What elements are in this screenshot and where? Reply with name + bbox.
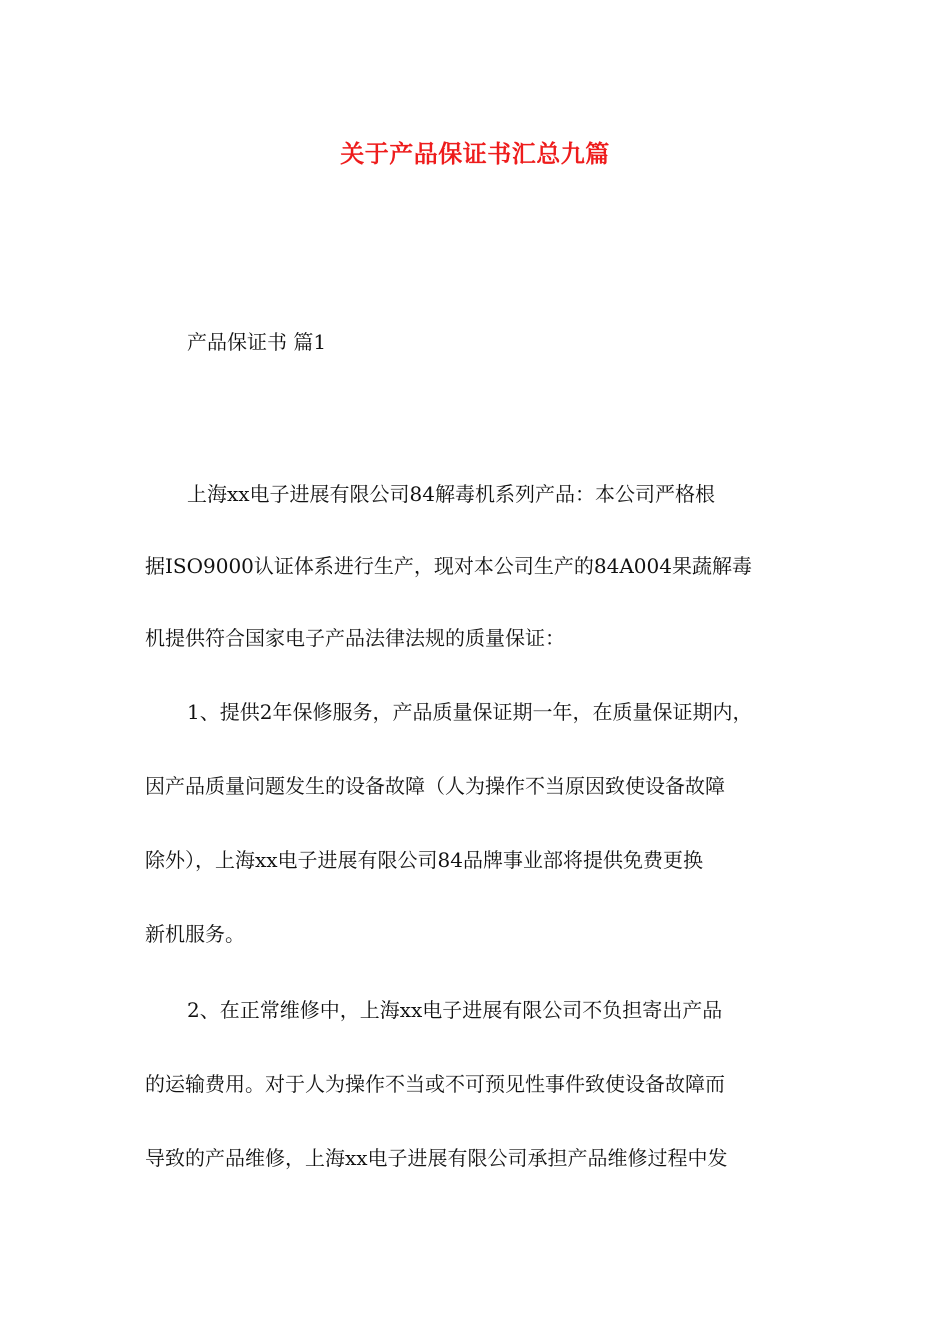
document-title: 关于产品保证书汇总九篇 — [340, 139, 610, 168]
paragraph-line: 上海xx电子进展有限公司84解毒机系列产品：本公司严格根 — [187, 482, 716, 506]
paragraph-line: 据ISO9000认证体系进行生产，现对本公司生产的84A004果蔬解毒 — [145, 554, 752, 578]
section-heading: 产品保证书 篇1 — [187, 330, 327, 354]
paragraph-line: 机提供符合国家电子产品法律法规的质量保证： — [145, 626, 565, 650]
paragraph-line: 2、在正常维修中，上海xx电子进展有限公司不负担寄出产品 — [187, 998, 723, 1022]
paragraph-line: 新机服务。 — [145, 922, 245, 946]
paragraph-line: 除外），上海xx电子进展有限公司84品牌事业部将提供免费更换 — [145, 848, 704, 872]
paragraph-line: 1、提供2年保修服务，产品质量保证期一年，在质量保证期内， — [187, 700, 753, 724]
paragraph-line: 因产品质量问题发生的设备故障（人为操作不当原因致使设备故障 — [145, 774, 725, 798]
paragraph-line: 导致的产品维修，上海xx电子进展有限公司承担产品维修过程中发 — [145, 1146, 728, 1170]
paragraph-line: 的运输费用。对于人为操作不当或不可预见性事件致使设备故障而 — [145, 1072, 725, 1096]
